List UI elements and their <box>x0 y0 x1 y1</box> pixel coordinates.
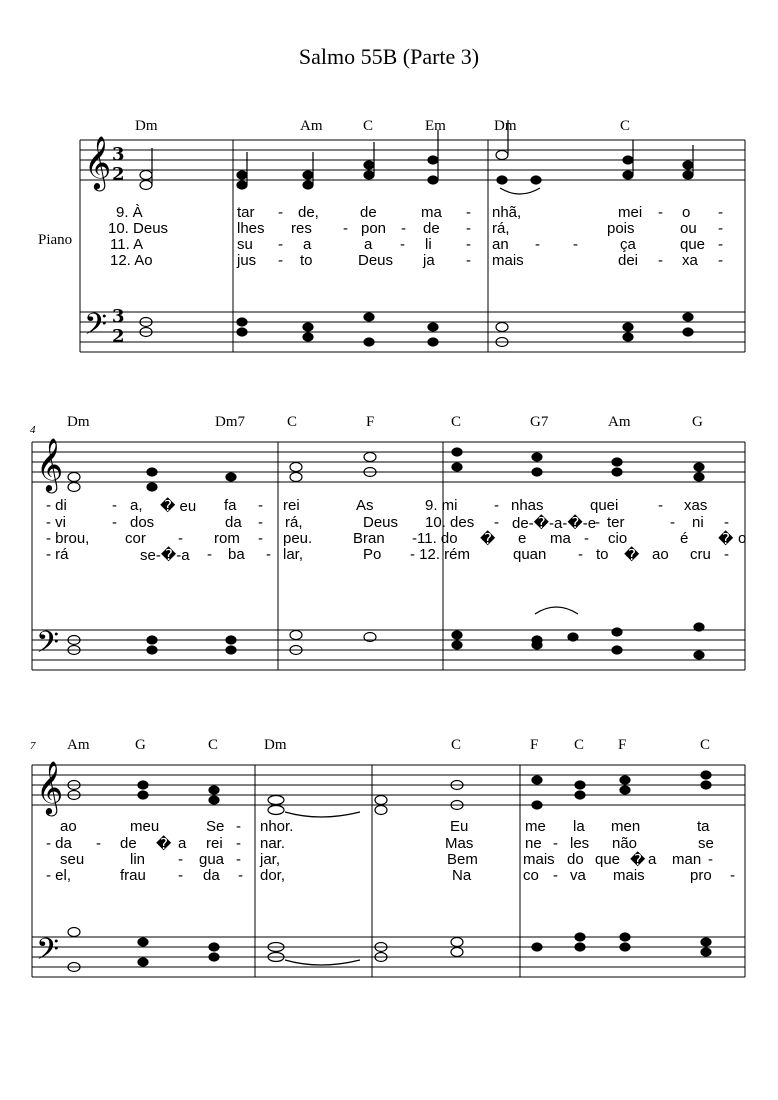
treble-clef-icon: 𝄞 <box>36 760 64 814</box>
chord-symbol: G <box>135 737 146 753</box>
chord-symbol: C <box>451 414 462 430</box>
chord-symbol: Dm <box>264 737 287 753</box>
chord-symbol: Am <box>608 414 631 430</box>
chord-symbol: C <box>287 414 298 430</box>
treble-clef-icon: 𝄞 <box>36 437 64 491</box>
measure-number: 7 <box>30 740 36 752</box>
bass-clef-icon: 𝄢 <box>36 626 60 667</box>
chord-symbol: C <box>363 118 374 134</box>
treble-clef-icon: 𝄞 <box>84 135 112 189</box>
svg-text:2: 2 <box>112 326 125 347</box>
chord-symbol: Dm <box>135 118 158 134</box>
chord-symbol: F <box>366 414 375 430</box>
chord-symbol: Am <box>67 737 90 753</box>
chord-symbol: C <box>620 118 631 134</box>
treble-staff-2 <box>32 442 745 482</box>
time-sig-bottom: 2 <box>112 164 125 185</box>
chord-symbol: Dm <box>494 118 517 134</box>
chord-symbol: C <box>451 737 462 753</box>
chord-symbol: G7 <box>530 414 549 430</box>
time-sig-top: 3 <box>112 144 125 165</box>
bass-staff-2 <box>32 630 745 670</box>
bass-clef-icon: 𝄢 <box>84 308 108 349</box>
chord-symbol: F <box>530 737 539 753</box>
chord-symbol: C <box>574 737 585 753</box>
chord-symbol: Dm7 <box>215 414 245 430</box>
chord-symbol: C <box>208 737 219 753</box>
chord-symbol: Dm <box>67 414 90 430</box>
instrument-label: Piano <box>38 232 73 248</box>
page-title: Salmo 55B (Parte 3) <box>298 44 480 69</box>
chord-symbol: G <box>692 414 703 430</box>
svg-text:3: 3 <box>112 306 125 327</box>
chord-symbol: Em <box>425 118 446 134</box>
chord-symbol: F <box>618 737 627 753</box>
chord-symbol: C <box>700 737 711 753</box>
treble-staff-1 <box>80 140 745 180</box>
measure-number: 4 <box>30 424 36 436</box>
bass-staff-1 <box>80 312 745 352</box>
chord-symbol: Am <box>300 118 323 134</box>
bass-clef-icon: 𝄢 <box>36 933 60 974</box>
